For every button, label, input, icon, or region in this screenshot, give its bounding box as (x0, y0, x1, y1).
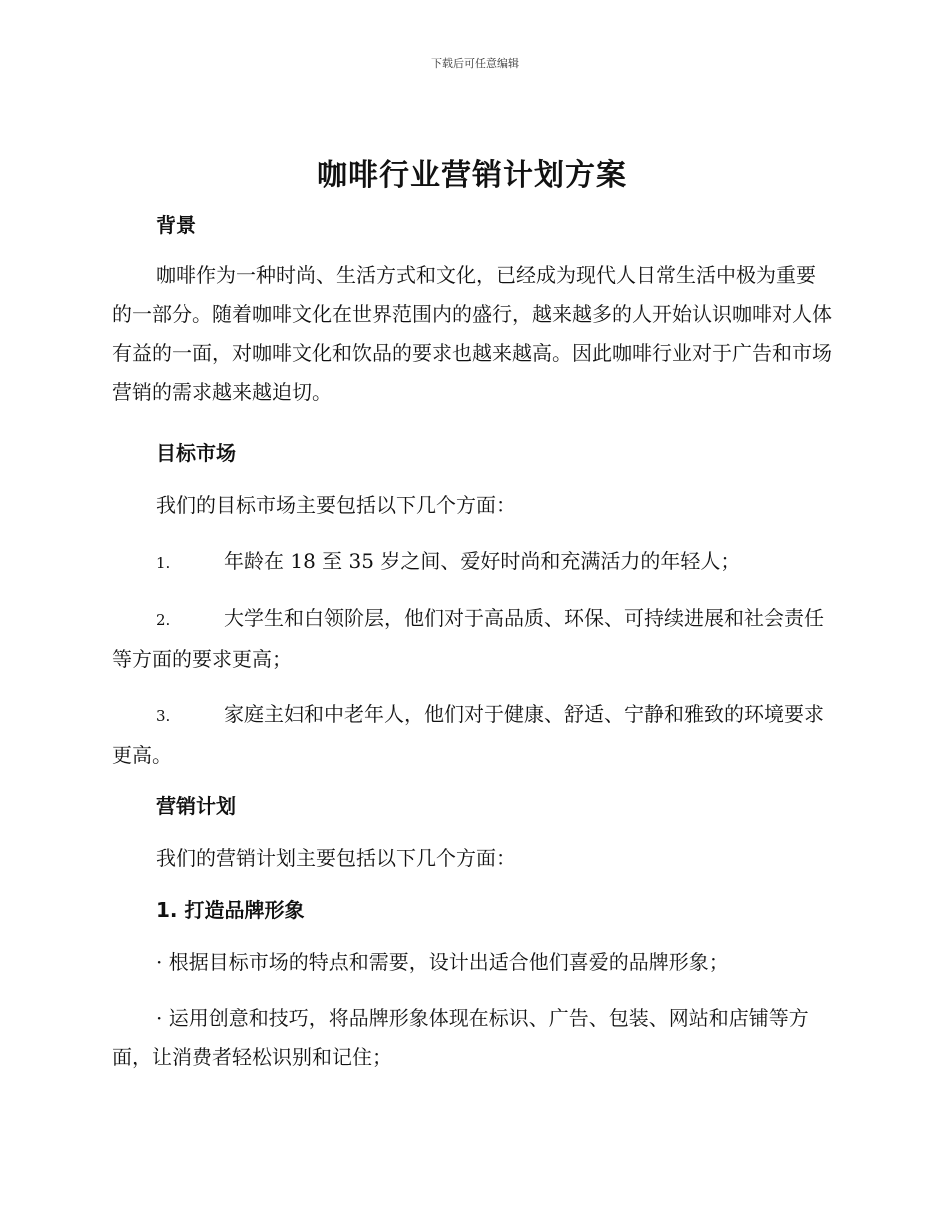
document-title: 咖啡行业营销计划方案 (317, 158, 627, 193)
list-item-text: 家庭主妇和中老年人，他们对于健康、舒适、宁静和雅致的环境要求更高。 (112, 702, 824, 767)
bullet-item: · 根据目标市场的特点和需要，设计出适合他们喜爱的品牌形象； (156, 950, 729, 974)
list-number: 1. (156, 554, 171, 572)
section-heading-target-market: 目标市场 (156, 441, 236, 465)
subsection-heading-brand-image: 1. 打造品牌形象 (156, 898, 305, 922)
list-item-text: 大学生和白领阶层，他们对于高品质、环保、可持续进展和社会责任等方面的要求更高； (112, 606, 824, 671)
bullet-item: · 运用创意和技巧，将品牌形象体现在标识、广告、包装、网站和店铺等方面，让消费者轻松识别和记住； (112, 1006, 809, 1069)
section-heading-marketing-plan: 营销计划 (156, 794, 236, 818)
list-item (112, 695, 832, 775)
list-item-text: 年龄在 18 至 35 岁之间、爱好时尚和充满活力的年轻人； (224, 549, 741, 573)
list-number: 3. (156, 707, 171, 725)
list-number: 2. (156, 611, 171, 629)
section-heading-background: 背景 (156, 213, 196, 237)
background-paragraph: 咖啡作为一种时尚、生活方式和文化，已经成为现代人日常生活中极为重要的一部分。随着咖啡文化在世界范围内的盛行，越来越多的人开始认识咖啡对人体有益的一面，对咖啡文化和饮品的要求也越来越高。因此咖啡行业对于广告和市场营销的需求越来越迫切。 (112, 263, 832, 404)
target-intro: 我们的目标市场主要包括以下几个方面： (156, 493, 516, 517)
list-item (112, 542, 832, 583)
list-item (112, 599, 832, 679)
document-body (112, 150, 832, 1077)
page-header: 下载后可任意编辑 (431, 57, 519, 70)
plan-intro: 我们的营销计划主要包括以下几个方面： (156, 846, 516, 870)
